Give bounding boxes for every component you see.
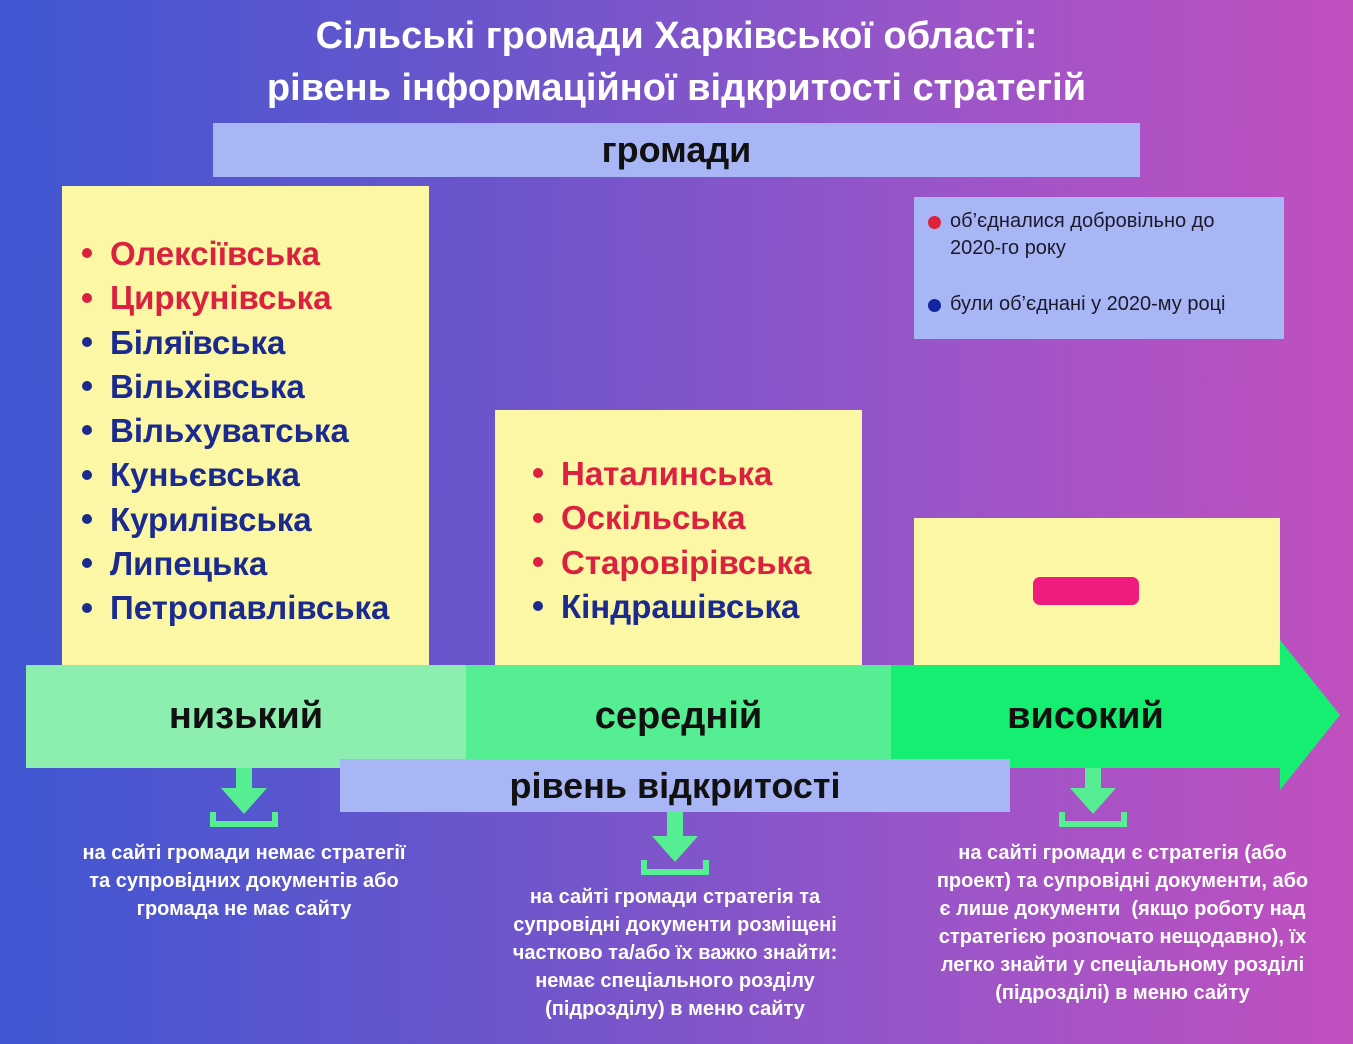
description-line: на сайті громади стратегія та	[529, 886, 821, 908]
medium-communities-box	[495, 410, 862, 671]
description-line: на сайті громади є стратегія (або	[958, 842, 1287, 864]
bullet-icon	[82, 337, 92, 347]
medium-communities-list	[533, 452, 811, 629]
arrow-head-icon	[1280, 640, 1342, 790]
bullet-icon	[82, 381, 92, 391]
community-item	[82, 232, 389, 276]
low-communities-list	[82, 232, 389, 631]
community-item	[82, 453, 389, 497]
bullet-icon	[533, 601, 543, 611]
description-line: легко знайти у спеціальному розділі	[940, 954, 1305, 976]
down-arrow-icon-low	[207, 768, 281, 830]
bullet-icon	[82, 514, 92, 524]
legend	[914, 197, 1284, 339]
community-name: Циркунівська	[110, 279, 332, 317]
legend-item-voluntary	[928, 208, 1214, 262]
legend-item-merged-2020	[928, 291, 1225, 318]
title-line-1: Сільські громади Харківської області:	[315, 15, 1038, 57]
bullet-icon	[82, 470, 92, 480]
community-name: Біляївська	[110, 323, 286, 361]
description-line: на сайті громади немає стратегії	[82, 842, 406, 864]
level-medium	[466, 665, 891, 768]
legend-label-line-1: об’єдналися добровільно до	[950, 210, 1215, 232]
level-low	[26, 665, 466, 768]
community-name: Вільхівська	[110, 367, 305, 405]
level-high-label: високий	[1007, 695, 1164, 737]
community-name: Петропавлівська	[110, 589, 390, 627]
bullet-icon	[82, 558, 92, 568]
bullet-icon	[82, 248, 92, 258]
community-name: Старовірівська	[561, 543, 812, 581]
description-line: супровідні документи розміщені	[513, 914, 837, 936]
high-communities-box	[914, 518, 1280, 671]
description-medium	[470, 883, 880, 1023]
description-line: (підрозділу) в меню сайту	[545, 998, 805, 1020]
bullet-icon	[533, 468, 543, 478]
community-name: Олексіївська	[110, 235, 320, 272]
community-name: Оскільська	[561, 499, 746, 537]
description-line: проект) та супровідні документи, або	[936, 870, 1309, 892]
community-item	[82, 321, 389, 365]
level-low-label: низький	[168, 695, 324, 737]
community-name: Куньєвська	[110, 456, 300, 494]
community-item	[82, 409, 389, 453]
description-line: частково та/або їх важко знайти:	[512, 942, 838, 964]
dash-icon	[1033, 577, 1139, 605]
bullet-icon	[82, 425, 92, 435]
description-low	[44, 839, 444, 923]
description-line: немає спеціального розділу	[535, 970, 815, 992]
openness-level-band: рівень відкритості	[340, 759, 1010, 812]
down-arrow-icon-high	[1056, 768, 1130, 830]
description-line: та супровідних документів або	[89, 870, 399, 892]
blue-dot-icon	[928, 299, 941, 312]
community-name: Липецька	[110, 545, 268, 583]
communities-band: громади	[213, 123, 1140, 177]
legend-label: були об’єднані у 2020-му році	[950, 293, 1226, 315]
bullet-icon	[82, 293, 92, 303]
bullet-icon	[533, 557, 543, 567]
description-line: (підрозділі) в меню сайту	[995, 982, 1250, 1004]
down-arrow-icon-medium	[638, 812, 712, 878]
community-name: Курилівська	[110, 500, 312, 538]
community-name: Кіндрашівська	[561, 587, 800, 625]
community-item	[533, 585, 811, 629]
description-line: стратегією розпочато нещодавно), їх	[938, 926, 1307, 948]
community-item	[533, 541, 811, 585]
low-communities-box	[62, 186, 429, 671]
legend-label-line-2: 2020-го року	[950, 237, 1066, 259]
community-name: Вільхуватська	[110, 412, 349, 450]
level-medium-label: середній	[594, 695, 763, 737]
community-name: Наталинська	[561, 455, 773, 492]
community-item	[82, 276, 389, 320]
community-item	[82, 365, 389, 409]
community-item	[533, 452, 811, 496]
community-item	[82, 542, 389, 586]
description-line: є лише документи (якщо роботу над	[939, 898, 1306, 920]
community-item	[82, 586, 389, 630]
community-item	[533, 496, 811, 540]
level-high	[891, 665, 1280, 768]
description-high	[900, 839, 1345, 1007]
red-dot-icon	[928, 216, 941, 229]
community-item	[82, 498, 389, 542]
bullet-icon	[82, 603, 92, 613]
title-line-2: рівень інформаційної відкритості стратегій	[266, 67, 1087, 109]
bullet-icon	[533, 513, 543, 523]
description-line: громада не має сайту	[136, 898, 352, 920]
